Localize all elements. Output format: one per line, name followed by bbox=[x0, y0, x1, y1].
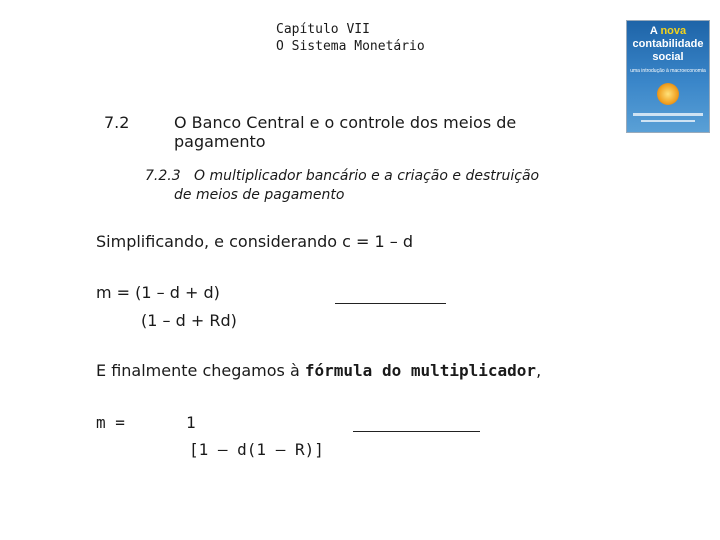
cover-title-line2: contabilidade bbox=[632, 38, 704, 50]
subsection-title-line1: 7.2.3 O multiplicador bancário e a criação e destruição bbox=[145, 168, 540, 184]
equation2-denominator: [1 – d(1 – R)] bbox=[189, 440, 324, 459]
fraction-line bbox=[335, 303, 446, 304]
cover-decoration bbox=[641, 120, 695, 122]
final-text-part3: , bbox=[536, 361, 542, 380]
cover-emblem-icon bbox=[657, 83, 679, 105]
chapter-title: Capítulo VII bbox=[276, 22, 370, 37]
cover-subtitle: uma introdução à macroeconomia bbox=[630, 68, 706, 74]
cover-title-b: nova bbox=[660, 25, 687, 37]
equation2-numerator: 1 bbox=[186, 413, 196, 432]
cover-decoration bbox=[633, 113, 703, 116]
subsection-title-line2: de meios de pagamento bbox=[174, 187, 345, 203]
section-number: 7.2 bbox=[104, 113, 130, 132]
multiplier-formula-emphasis: fórmula do multiplicador bbox=[304, 361, 537, 380]
simplify-text: Simplificando, e considerando c = 1 – d bbox=[96, 232, 414, 251]
cover-title-line3: social bbox=[652, 51, 684, 63]
equation1-lhs: m = (1 – d + d) bbox=[96, 283, 220, 302]
section-title-line2: pagamento bbox=[174, 132, 266, 151]
section-title-line1: O Banco Central e o controle dos meios de bbox=[174, 113, 517, 132]
chapter-subtitle: O Sistema Monetário bbox=[276, 39, 425, 54]
equation1-denominator: (1 – d + Rd) bbox=[141, 311, 237, 330]
final-text-part1: E finalmente chegamos à bbox=[96, 361, 305, 380]
fraction-line bbox=[353, 431, 480, 432]
final-sentence bbox=[96, 361, 541, 381]
book-cover-image bbox=[626, 20, 710, 133]
cover-title-a: A bbox=[649, 25, 661, 37]
equation2-lhs: m = bbox=[96, 413, 125, 432]
